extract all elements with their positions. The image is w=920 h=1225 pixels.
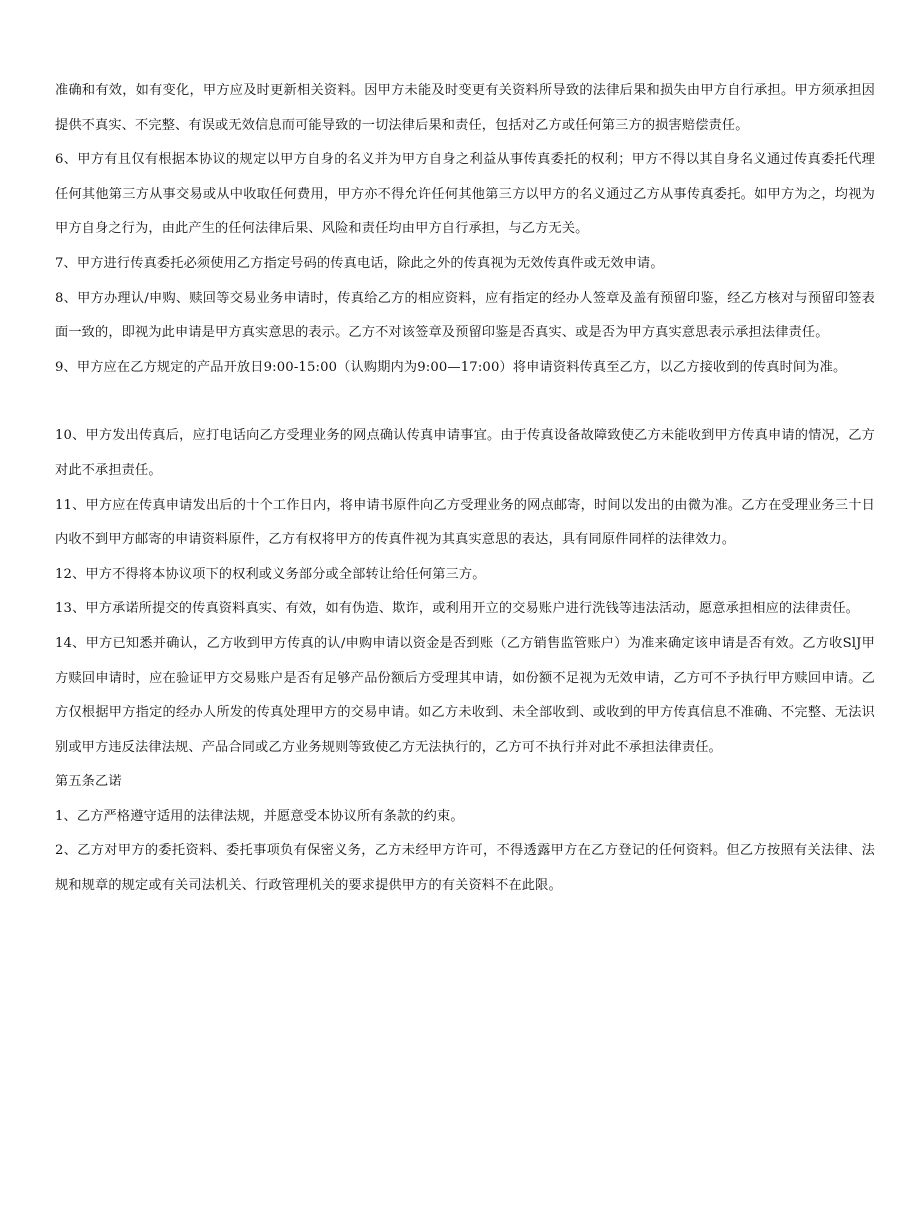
paragraph-article-5-clause-2: 2、乙方对甲方的委托资料、委托事项负有保密义务，乙方未经甲方许可，不得透露甲方在乙方登记的任何资料。但乙方按照有关法律、法规和规章的规定或有关司法机关、行政管理机关的要求提供甲方的有关资料不在此限。 xyxy=(55,843,875,894)
paragraph-clause-13: 13、甲方承诺所提交的传真资料真实、有效，如有伪造、欺诈，或利用开立的交易账户进行洗钱等违法活动，愿意承担相应的法律责任。 xyxy=(55,601,859,617)
document-body xyxy=(55,74,875,904)
paragraph-article-5-clause-1: 1、乙方严格遵守适用的法律法规，并愿意受本协议所有条款的约束。 xyxy=(55,808,464,824)
paragraph-clause-7: 7、甲方进行传真委托必须使用乙方指定号码的传真电话，除此之外的传真视为无效传真件或无效申请。 xyxy=(55,255,664,271)
paragraph-continuation: 准确和有效，如有变化，甲方应及时更新相关资料。因甲方未能及时变更有关资料所导致的法律后果和损失由甲方自行承担。甲方须承担因提供不真实、不完整、有误或无效信息而可能导致的一切法律后果和责任，包括对乙方或任何第三方的损害赔偿责任。 xyxy=(55,83,875,133)
paragraph-clause-10: 10、甲方发出传真后，应打电话向乙方受理业务的网点确认传真申请事宜。由于传真设备故障致使乙方未能收到甲方传真申请的情况，乙方对此不承担责任。 xyxy=(55,428,875,478)
paragraph-clause-6: 6、甲方有且仅有根据本协议的规定以甲方自身的名义并为甲方自身之利益从事传真委托的权利；甲方不得以其自身名义通过传真委托代理任何其他第三方从事交易或从中收取任何费用，甲方亦不得允许任何其他第三方以甲方的名义通过乙方从事传真委托。如甲方为之，均视为甲方自身之行为，由此产生的任何法律后果、风险和责任均由甲方自行承担，与乙方无关。 xyxy=(55,152,875,237)
paragraph-clause-11: 11、甲方应在传真申请发出后的十个工作日内，将申请书原件向乙方受理业务的网点邮寄，时间以发出的由微为准。乙方在受理业务三十日内收不到甲方邮寄的申请资料原件，乙方有权将甲方的传真件视为其真实意思的表达，具有同原件同样的法律效力。 xyxy=(55,497,875,548)
section-heading-article-5: 第五条乙诺 xyxy=(55,774,122,790)
paragraph-clause-14: 14、甲方已知悉并确认，乙方收到甲方传真的认/申购申请以资金是否到账（乙方销售监管账户）为准来确定该申请是否有效。乙方收SlJ甲方赎回申请时，应在验证甲方交易账户是否有足够产品份额后方受理其申请，如份额不足视为无效申请，乙方可不予执行甲方赎回申请。乙方仅根据甲方指定的经办人所发的传真处理甲方的交易申请。如乙方未收到、未全部收到、或收到的甲方传真信息不准确、不完整、无法识别或甲方违反法律法规、产品合同或乙方业务规则等致使乙方无法执行的，乙方可不执行并对此不承担法律责任。 xyxy=(55,635,875,755)
paragraph-clause-9: 9、甲方应在乙方规定的产品开放日9:00-15:00（认购期内为9:00—17:00）将申请资料传真至乙方，以乙方接收到的传真时间为准。 xyxy=(55,359,847,375)
paragraph-clause-12: 12、甲方不得将本协议项下的权利或义务部分或全部转让给任何第三方。 xyxy=(55,566,486,582)
paragraph-clause-8: 8、甲方办理认/申购、赎回等交易业务申请时，传真给乙方的相应资料，应有指定的经办人签章及盖有预留印鉴，经乙方核对与预留印签表面一致的，即视为此申请是甲方真实意思的表示。乙方不对该签章及预留印鉴是否真实、或是否为甲方真实意思表示承担法律责任。 xyxy=(55,290,875,341)
paragraph-spacer xyxy=(55,385,875,419)
